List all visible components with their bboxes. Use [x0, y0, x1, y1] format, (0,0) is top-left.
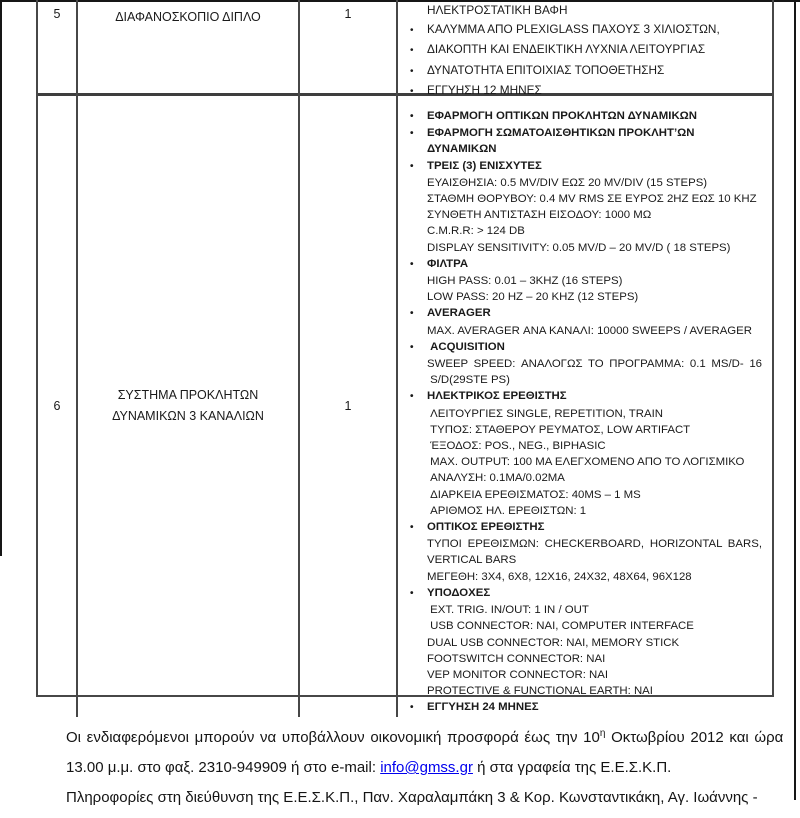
ordinal-superscript: η: [599, 728, 606, 739]
item-name-line: ΣΥΣΤΗΜΑ ΠΡΟΚΛΗΤΩΝ: [117, 388, 259, 403]
spec-line: [410, 602, 762, 618]
deadline-text-pre: Οι ενδιαφερόμενοι μπορούν να υποβάλλουν οικονομική προσφορά έως την 10: [66, 729, 600, 746]
spec-text: SWEEP SPEED: ΑΝΑΛΟΓΩΣ ΤΟ ΠΡΟΓΡΑΜΜΑ: 0.1 MS/D- 16: [427, 358, 762, 371]
item-quantity-cell: 1: [300, 0, 398, 102]
spec-text: ΣΤΑΘΜΗ ΘΟΡΥΒΟΥ: 0.4 MV RMS ΣΕ ΕΥΡΟΣ 2HZ ΕΩΣ 10 KHZ: [427, 193, 757, 206]
spec-line: [410, 552, 762, 568]
spec-line: [410, 339, 762, 356]
spec-line: [410, 651, 762, 667]
spec-text: ΗΛΕΚΤΡΙΚΟΣ ΕΡΕΘΙΣΤΗΣ: [427, 390, 567, 403]
item-name-cell: [78, 0, 300, 102]
bullet-icon: •: [410, 24, 414, 36]
bullet-icon: •: [410, 86, 414, 98]
bullet-icon: •: [410, 258, 414, 270]
item-number-cell: 5: [38, 0, 78, 102]
spec-line: [410, 125, 762, 157]
spec-text: ΤΥΠΟΙ ΕΡΕΘΙΣΜΩΝ: CHECKERBOARD, HORIZONTAL BARS,: [427, 538, 762, 551]
bullet-icon: •: [410, 522, 414, 534]
spec-text: C.M.R.R: > 124 DB: [427, 225, 525, 238]
item-specs-cell: [398, 0, 772, 102]
spec-text: ΔΥΝΑΤΟΤΗΤΑ ΕΠΙΤΟΙΧΙΑΣ ΤΟΠΟΘΕΤΗΣΗΣ: [427, 62, 665, 77]
spec-text: ΕΓΓΥΗΣΗ 24 ΜΗΝΕΣ: [427, 701, 539, 714]
spec-line: [410, 372, 762, 388]
spec-text: S/D(29STE PS): [427, 374, 510, 387]
spec-line: [410, 323, 762, 339]
spec-line: [410, 683, 762, 699]
spec-text: ΥΠΟΔΟΧΕΣ: [427, 586, 491, 599]
spec-text: ΣΥΝΘΕΤΗ ΑΝΤΙΣΤΑΣΗ ΕΙΣΟΔΟΥ: 1000 ΜΩ: [427, 209, 652, 222]
spec-line: [410, 240, 762, 256]
spec-text: ΕΦΑΡΜΟΓΗ ΟΠΤΙΚΩΝ ΠΡΟΚΛΗΤΩΝ ΔΥΝΑΜΙΚΩΝ: [427, 110, 698, 122]
spec-line: [410, 470, 762, 486]
item-name-line: ΔΥΝΑΜΙΚΩΝ 3 ΚΑΝΑΛΙΩΝ: [112, 409, 264, 424]
bullet-icon: •: [410, 587, 414, 599]
spec-line: [410, 618, 762, 634]
spec-line: [410, 289, 762, 305]
contact-text-post: ή στα γραφεία της Ε.Ε.Σ.Κ.Π.: [472, 759, 672, 776]
spec-text: DUAL USB CONNECTOR: ΝΑΙ, MEMORY STICK: [427, 636, 680, 649]
spec-line: [410, 305, 762, 322]
bullet-icon: •: [410, 391, 414, 403]
footer-paragraph-deadline: [66, 728, 784, 748]
spec-text: VEP MONITOR CONNECTOR: ΝΑΙ: [427, 668, 609, 681]
spec-text: MAX. AVERAGER ΑΝΑ ΚΑΝΑΛΙ: 10000 SWEEPS / AVERAGER: [427, 324, 752, 337]
spec-line: [410, 519, 762, 536]
spec-text: ΦΙΛΤΡΑ: [427, 257, 469, 270]
spec-text: ΛΕΙΤΟΥΡΓΙΕΣ SINGLE, REPETITION, TRAIN: [427, 407, 663, 420]
spec-line: [410, 422, 762, 438]
spec-text: ΕΓΓΥΗΣΗ 12 ΜΗΝΕΣ: [427, 83, 542, 98]
spec-line: [410, 108, 762, 125]
deadline-text-post: Οκτωβρίου 2012 και ώρα: [605, 729, 784, 746]
bullet-icon: •: [410, 702, 414, 714]
footer-paragraph-address: Πληροφορίες στη διεύθυνση της Ε.Ε.Σ.Κ.Π., Παν. Χαραλαμπάκη 3 & Κορ. Κωνσταντικάκη, Αγ. Ιωάννης -: [66, 789, 758, 806]
spec-line: [410, 667, 762, 683]
contact-text-pre: 13.00 μ.μ. στο φαξ. 2310-949909 ή στο e-mail:: [66, 759, 381, 776]
spec-line: [410, 536, 762, 552]
spec-line: [410, 454, 762, 470]
bullet-icon: •: [410, 341, 414, 353]
spec-line: [410, 1, 762, 20]
spec-text: EXT. TRIG. IN/OUT: 1 IN / OUT: [427, 604, 589, 617]
spec-line: [410, 256, 762, 273]
spec-text: LOW PASS: 20 HZ – 20 KHZ (12 STEPS): [427, 291, 639, 304]
table-row-item-5: [38, 0, 772, 96]
bullet-icon: •: [410, 45, 414, 57]
table-row-item-6: [38, 96, 772, 714]
spec-text: ΗΛΕΚΤΡΟΣΤΑΤΙΚΗ ΒΑΦΗ: [427, 3, 568, 17]
spec-line: [410, 569, 762, 585]
spec-text: ΕΦΑΡΜΟΓΗ ΣΩΜΑΤΟΑΙΣΘΗΤΙΚΩΝ ΠΡΟΚΛΗΤ’ΩΝ ΔΥΝΑΜΙΚΩΝ: [427, 127, 698, 156]
spec-line: [410, 61, 762, 82]
item-quantity-cell: 1: [300, 96, 398, 717]
item-number-cell: 6: [38, 96, 78, 717]
spec-line: [410, 223, 762, 239]
footer-paragraph-contact: [66, 758, 774, 778]
bullet-icon: •: [410, 160, 414, 172]
spec-text: ΑΝΑΛΥΣΗ: 0.1MA/0.02MA: [427, 472, 565, 485]
spec-line: [410, 175, 762, 191]
spec-text: VERTICAL BARS: [427, 554, 517, 567]
spec-text: ΤΡΕΙΣ (3) ΕΝΙΣΧΥΤΕΣ: [427, 159, 542, 172]
spec-text: MAX. OUTPUT: 100 MA ΕΛΕΓΧΟΜΕΝΟ ΑΠΟ ΤΟ ΛΟΓΙΣΜΙΚΟ: [427, 456, 745, 469]
bullet-icon: •: [410, 308, 414, 320]
footer-text-block: [66, 728, 784, 818]
spec-line: [410, 635, 762, 651]
spec-line: [410, 487, 762, 503]
spec-text: PROTECTIVE & FUNCTIONAL EARTH: ΝΑΙ: [427, 685, 653, 698]
spec-line: [410, 191, 762, 207]
spec-text: ΑΡΙΘΜΟΣ ΗΛ. ΕΡΕΘΙΣΤΩΝ: 1: [427, 504, 587, 517]
spec-line: [410, 585, 762, 602]
spec-line: [410, 699, 762, 716]
bullet-icon: •: [410, 128, 414, 140]
spec-line: [410, 356, 762, 372]
page-edge-line-left: [0, 0, 2, 556]
spec-line: [410, 406, 762, 422]
spec-text: ΟΠΤΙΚΟΣ ΕΡΕΘΙΣΤΗΣ: [427, 521, 545, 534]
spec-text: FOOTSWITCH CONNECTOR: ΝΑΙ: [427, 652, 606, 665]
page-edge-line-right: [794, 0, 796, 800]
spec-text: ΚΑΛΥΜΜΑ ΑΠΟ PLEXIGLASS ΠΑΧΟΥΣ 3 ΧΙΛΙΟΣΤΩΝ,: [427, 21, 720, 36]
spec-text: HIGH PASS: 0.01 – 3KHZ (16 STEPS): [427, 275, 623, 288]
equipment-spec-table: [36, 0, 774, 714]
item-name-cell: [78, 96, 300, 717]
spec-text: ΔΙΑΚΟΠΤΗ ΚΑΙ ΕΝΔΕΙΚΤΙΚΗ ΛΥΧΝΙΑ ΛΕΙΤΟΥΡΓΙΑΣ: [427, 42, 706, 57]
spec-text: USB CONNECTOR: ΝΑΙ, COMPUTER INTERFACE: [427, 620, 694, 633]
spec-text: AVERAGER: [427, 307, 491, 320]
bullet-icon: •: [410, 111, 414, 122]
spec-text: ΕΥΑΙΣΘΗΣΙΑ: 0.5 MV/DIV ΕΩΣ 20 MV/DIV (15 STEPS): [427, 176, 708, 189]
spec-line: [410, 20, 762, 41]
spec-line: [410, 388, 762, 405]
spec-text: ΜΕΓΕΘΗ: 3X4, 6X8, 12X16, 24X32, 48X64, 96X128: [427, 570, 692, 583]
item-specs-cell: [398, 96, 772, 717]
spec-text: ΤΥΠΟΣ: ΣΤΑΘΕΡΟΥ ΡΕΥΜΑΤΟΣ, LOW ARTIFACT: [427, 423, 691, 436]
spec-line: [410, 503, 762, 519]
spec-line: [410, 40, 762, 61]
email-link[interactable]: info@gmss.gr: [380, 759, 473, 776]
spec-line: [410, 438, 762, 454]
spec-text: ΔΙΑΡΚΕΙΑ ΕΡΕΘΙΣΜΑΤΟΣ: 40MS – 1 MS: [427, 488, 641, 501]
spec-text: ΈΞΟΔΟΣ: POS., NEG., BIPHASIC: [427, 440, 606, 453]
spec-line: [410, 207, 762, 223]
bullet-icon: •: [410, 65, 414, 77]
spec-text: ACQUISITION: [427, 340, 505, 353]
spec-text: DISPLAY SENSITIVITY: 0.05 MV/D – 20 MV/D ( 18 STEPS): [427, 241, 731, 254]
spec-line: [410, 273, 762, 289]
item-name-line: ΔΙΑΦΑΝΟΣΚΟΠΙΟ ΔΙΠΛΟ: [115, 10, 261, 24]
spec-line: [410, 158, 762, 175]
